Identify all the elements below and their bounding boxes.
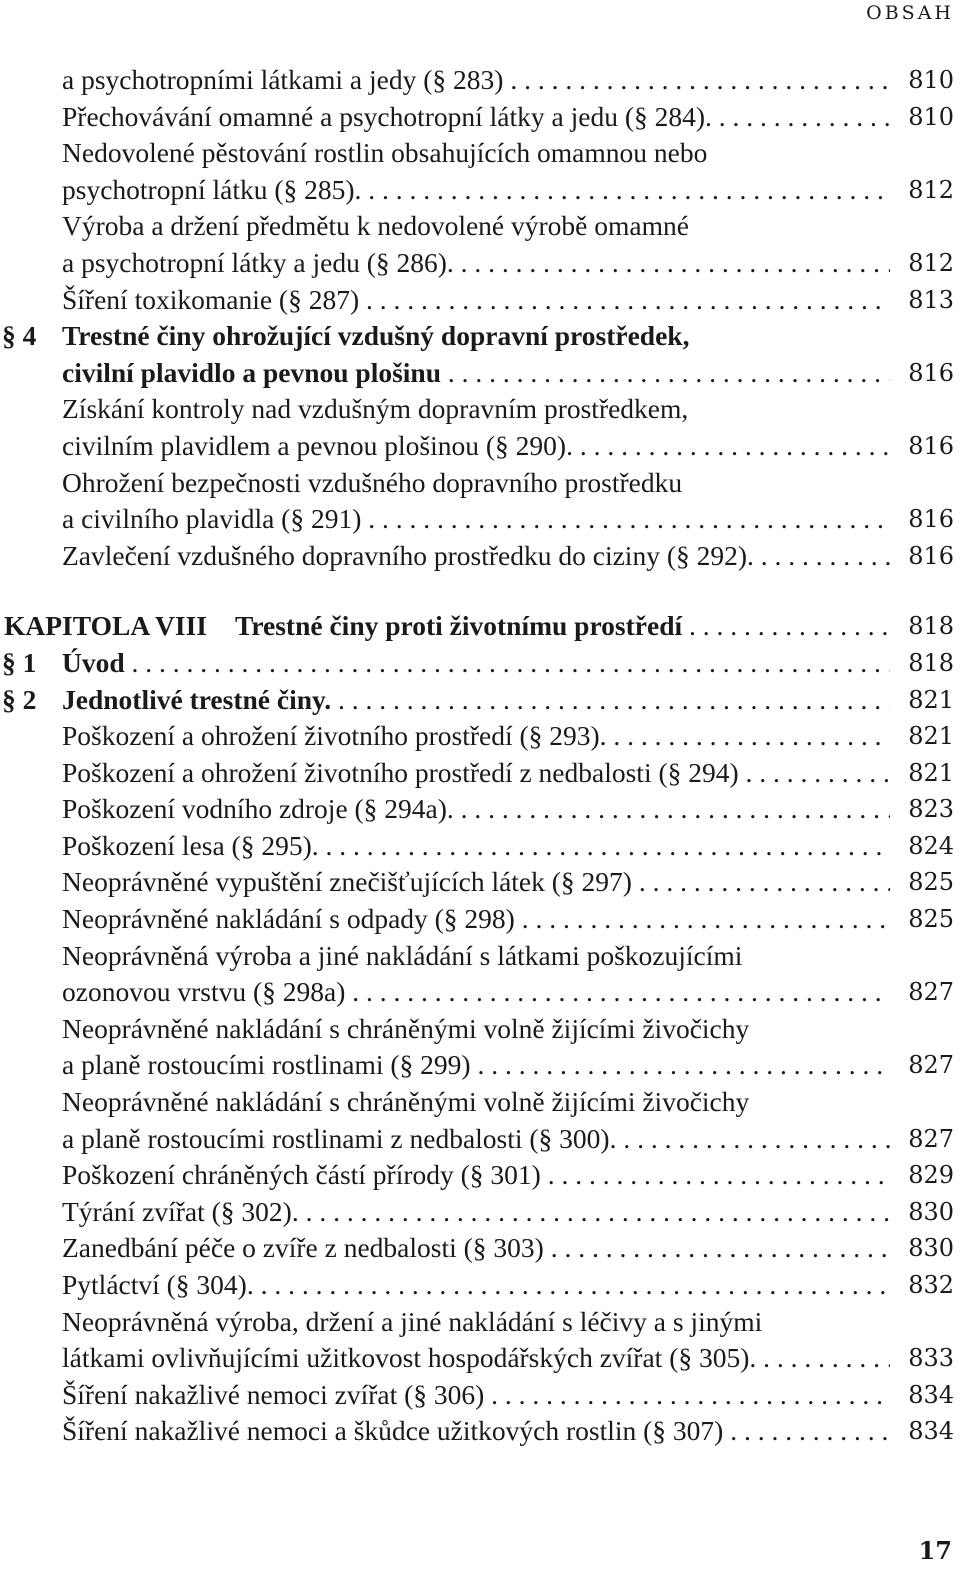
running-head: OBSAH (866, 2, 954, 24)
toc-entry-text: látkami ovlivňujícími užitkovost hospodářských zvířat (§ 305). . . . (62, 1340, 890, 1377)
toc-page-number: 818 (908, 648, 954, 677)
toc-page-number: 825 (908, 905, 954, 934)
toc-entry-text: Neoprávněná výroba, držení a jiné nakládání s léčivy a s jinými (62, 1305, 763, 1337)
toc-line[interactable] (0, 1377, 960, 1414)
toc-entry-text: civilním plavidlem a pevnou plošinou (§ 290). . . . (62, 428, 890, 465)
toc-line[interactable] (0, 1157, 960, 1194)
toc-line[interactable] (0, 864, 960, 901)
toc-page-number: 816 (908, 505, 954, 534)
section-number: § 4 (2, 320, 37, 352)
toc-entry-text: Ohrožení bezpečnosti vzdušného dopravního prostředku (62, 466, 683, 498)
toc-page-number: 830 (908, 1197, 954, 1226)
toc-page-number: 824 (908, 831, 954, 860)
toc-section-title: Trestné činy ohrožující vzdušný dopravní prostředek, (62, 320, 690, 352)
toc-entry-text: a planě rostoucími rostlinami (§ 299) . . . (62, 1047, 890, 1084)
toc-line[interactable] (0, 428, 960, 465)
toc-section-line[interactable] (0, 355, 960, 392)
toc-line[interactable] (0, 1011, 960, 1048)
toc-line[interactable] (0, 62, 960, 99)
toc-line[interactable] (0, 135, 960, 172)
toc-line[interactable] (0, 172, 960, 209)
toc-entry-text: Pytláctví (§ 304). . . . (62, 1267, 890, 1304)
toc-page-number: 810 (908, 66, 954, 94)
toc-line[interactable] (0, 501, 960, 538)
toc-section-title: Jednotlivé trestné činy. . . . (62, 682, 890, 719)
toc-page-number: 825 (908, 868, 954, 897)
toc-page-number: 821 (908, 758, 954, 787)
toc-page-number: 823 (908, 795, 954, 824)
toc-line[interactable] (0, 1047, 960, 1084)
toc-line[interactable] (0, 208, 960, 245)
toc-page-number: 830 (908, 1234, 954, 1263)
toc-line[interactable] (0, 1194, 960, 1231)
toc-entry-text: Výroba a držení předmětu k nedovolené výrobě omamné (62, 210, 689, 242)
toc-section-line[interactable] (0, 645, 960, 682)
toc-page-number: 834 (908, 1380, 954, 1409)
toc-entry-text: a psychotropní látky a jedu (§ 286). . . . (62, 245, 890, 282)
toc-entry-text: Šíření toxikomanie (§ 287) . . . (62, 282, 890, 319)
toc-page-number: 821 (908, 685, 954, 714)
toc-section-line[interactable] (0, 318, 960, 355)
toc-line[interactable] (0, 1340, 960, 1377)
toc-entry-text: Neoprávněné vypuštění znečišťujících látek (§ 297) . . . (62, 864, 890, 901)
toc-section-title: Úvod . . . (62, 645, 890, 682)
toc-line[interactable] (0, 391, 960, 428)
toc-line[interactable] (0, 282, 960, 319)
toc-line[interactable] (0, 1304, 960, 1341)
toc-section-line[interactable] (0, 682, 960, 719)
toc-line[interactable] (0, 755, 960, 792)
toc-entry-text: Poškození lesa (§ 295). . . . (62, 828, 890, 865)
toc-page-number: 827 (908, 1124, 954, 1153)
toc-line[interactable] (0, 538, 960, 575)
toc-page-number: 834 (908, 1417, 954, 1446)
toc-entry-text: Nedovolené pěstování rostlin obsahujících omamnou nebo (62, 137, 708, 169)
toc-entry-text: Šíření nakažlivé nemoci zvířat (§ 306) . . . (62, 1377, 890, 1414)
toc-line[interactable] (0, 1121, 960, 1158)
toc-page-number: 821 (908, 722, 954, 751)
toc-chapter-line[interactable] (0, 608, 960, 645)
toc-section-title: civilní plavidlo a pevnou plošinu . . . (62, 355, 890, 392)
toc-entry-text: Neoprávněné nakládání s odpady (§ 298) . . . (62, 901, 890, 938)
toc-line[interactable] (0, 828, 960, 865)
toc-page-number: 816 (908, 358, 954, 387)
toc-line[interactable] (0, 974, 960, 1011)
toc-entry-text: Poškození a ohrožení životního prostředí z nedbalosti (§ 294) . . . (62, 755, 890, 792)
toc-entry-text: a psychotropními látkami a jedy (§ 283) . . . (62, 62, 890, 99)
toc-line[interactable] (0, 901, 960, 938)
toc-entry-text: Získání kontroly nad vzdušným dopravním prostředkem, (62, 393, 689, 425)
toc-page-number: 812 (908, 248, 954, 277)
toc-page-number: 816 (908, 431, 954, 460)
section-number: § 1 (2, 646, 37, 678)
toc-entry-text: Zavlečení vzdušného dopravního prostředku do ciziny (§ 292). . . . (62, 538, 890, 575)
toc-line[interactable] (0, 1230, 960, 1267)
toc-page-number: 816 (908, 541, 954, 570)
toc-line[interactable] (0, 1267, 960, 1304)
toc-line[interactable] (0, 99, 960, 136)
toc-entry-text: Týrání zvířat (§ 302). . . . (62, 1194, 890, 1231)
toc-entry-text: Neoprávněná výroba a jiné nakládání s látkami poškozujícími (62, 939, 743, 971)
toc-entry-text: a civilního plavidla (§ 291) . . . (62, 501, 890, 538)
toc-line[interactable] (0, 245, 960, 282)
toc-line[interactable] (0, 938, 960, 975)
table-of-contents (0, 62, 960, 1450)
toc-entry-text: Šíření nakažlivé nemoci a škůdce užitkových rostlin (§ 307) . . . (62, 1413, 890, 1450)
toc-page-number: 827 (908, 1051, 954, 1080)
chapter-title: Trestné činy proti životnímu prostředí (235, 610, 683, 642)
toc-page-number: 812 (908, 175, 954, 204)
chapter-label: KAPITOLA VIII (4, 610, 208, 642)
toc-line[interactable] (0, 1084, 960, 1121)
toc-line[interactable] (0, 791, 960, 828)
toc-chapter-heading (4, 608, 890, 645)
toc-page-number: 829 (908, 1161, 954, 1190)
page-number: 17 (918, 1536, 952, 1565)
toc-entry-text: Poškození vodního zdroje (§ 294a). . . . (62, 791, 890, 828)
toc-page-number: 827 (908, 978, 954, 1007)
toc-entry-text: Zanedbání péče o zvíře z nedbalosti (§ 303) . . . (62, 1230, 890, 1267)
toc-page-number: 810 (908, 102, 954, 131)
section-number: § 2 (2, 683, 37, 715)
toc-entry-text: Neoprávněné nakládání s chráněnými volně žijícími živočichy (62, 1086, 750, 1118)
toc-line[interactable] (0, 1413, 960, 1450)
toc-entry-text: a planě rostoucími rostlinami z nedbalosti (§ 300). . . . (62, 1121, 890, 1158)
toc-line[interactable] (0, 718, 960, 755)
toc-entry-text: Přechovávání omamné a psychotropní látky a jedu (§ 284). . . . (62, 99, 890, 136)
toc-entry-text: Poškození chráněných částí přírody (§ 301) . . . (62, 1157, 890, 1194)
toc-entry-text: psychotropní látku (§ 285). . . . (62, 172, 890, 209)
toc-entry-text: Neoprávněné nakládání s chráněnými volně žijícími živočichy (62, 1012, 750, 1044)
toc-entry-text: Poškození a ohrožení životního prostředí (§ 293). . . . (62, 718, 890, 755)
toc-entry-text: ozonovou vrstvu (§ 298a) . . . (62, 974, 890, 1011)
toc-page-number: 813 (908, 285, 954, 314)
toc-page-number: 833 (908, 1344, 954, 1373)
toc-line[interactable] (0, 465, 960, 502)
toc-page-number: 818 (908, 612, 954, 641)
toc-page-number: 832 (908, 1271, 954, 1299)
